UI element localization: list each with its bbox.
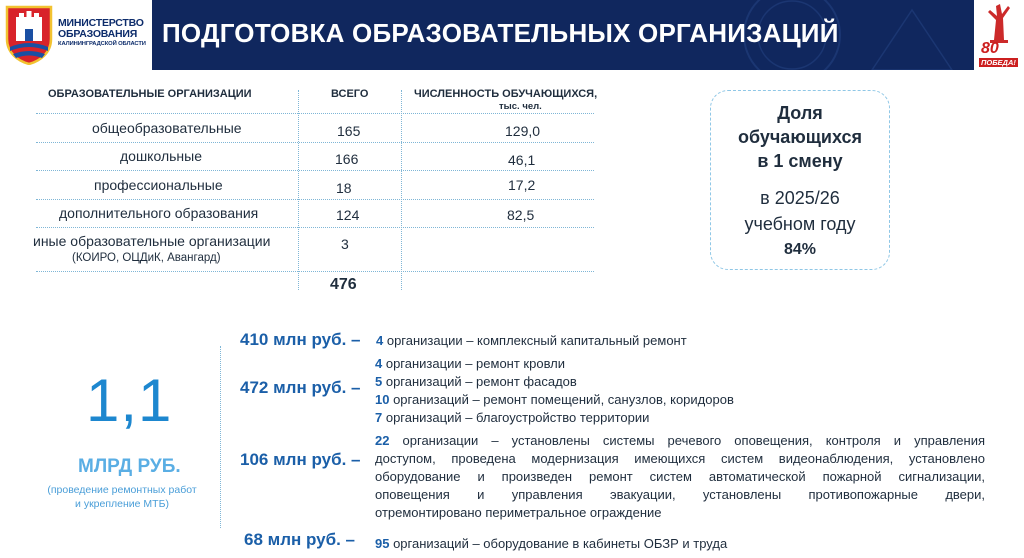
row-divider [36,170,594,171]
table-row-name: иные образовательные организации [33,233,271,249]
monument-icon [974,0,1024,44]
victory-number: 80 [981,40,999,57]
table-row-name: дошкольные [120,148,202,164]
victory-word: ПОБЕДА! [981,58,1016,67]
share-card-title-line: в 1 смену [757,151,843,171]
funding-item-text: организаций – благоустройство территории [382,410,650,425]
funding-paragraph-line: оповещения и управления эвакуации, установлены противопожарные двери, [375,487,985,502]
share-card-title [711,101,889,173]
funding-item-text: организации – ремонт кровли [382,356,566,371]
funding-item [375,536,727,551]
share-card-period-line: в 2025/26 [760,188,840,208]
funding-item [375,374,577,389]
table-row-count: 129,0 [505,123,541,139]
funding-item-count: 4 [375,356,383,371]
ministry-line-3: КАЛИНИНГРАДСКОЙ ОБЛАСТИ [58,41,146,47]
page-title: ПОДГОТОВКА ОБРАЗОВАТЕЛЬНЫХ ОРГАНИЗАЦИЙ [162,18,839,48]
table-row-count: 46,1 [508,152,536,168]
table-row-total: 165 [337,123,361,139]
col-header-org: ОБРАЗОВАТЕЛЬНЫЕ ОРГАНИЗАЦИИ [48,88,252,100]
share-card-period [711,185,889,237]
share-card-percent: 84% [783,241,817,258]
table-divider [401,90,402,290]
funding-total: 1,1 [86,367,173,434]
table-row-count: 17,2 [508,177,536,193]
table-row-total: 18 [336,180,352,196]
table-row-sub: (КОИРО, ОЦДиК, Авангард) [72,252,221,264]
funding-item-text: организаций – оборудование в кабинеты ОБЗР и труда [389,536,728,551]
coat-of-arms-icon [4,3,54,65]
funding-item-count: 95 [375,536,390,551]
funding-item [375,410,649,425]
table-row-name: профессиональные [94,177,223,193]
share-card-title-line: Доля [777,103,823,123]
funding-amount: 472 млн руб. – [240,378,361,397]
share-card [710,90,890,270]
col-header-unit: тыс. чел. [499,101,542,112]
funding-paragraph [375,432,985,522]
row-divider [36,227,594,228]
share-card-title-line: обучающихся [737,127,863,147]
funding-divider [220,346,221,528]
share-card-period-line: учебном году [744,214,856,234]
table-row-name: дополнительного образования [59,205,259,221]
funding-amount: 68 млн руб. – [244,530,356,549]
ministry-line-1: МИНИСТЕРСТВО [58,17,144,29]
header [0,0,1024,70]
funding-item-text: организаций – ремонт фасадов [382,374,577,389]
funding-item [375,392,734,407]
funding-paragraph-line: доступом, проведена модернизация имеющихся систем видеонаблюдения, установлено [375,451,985,466]
ministry-name [58,18,154,48]
ministry-line-2: ОБРАЗОВАНИЯ [58,28,138,40]
title-bar [152,0,974,70]
funding-item-count: 4 [376,333,384,348]
funding-note [36,483,208,511]
funding-paragraph-line: отремонтировано периметральное ограждение [375,505,662,520]
funding-item-count: 22 [375,433,390,448]
funding-item-text: организации – комплексный капитальный ремонт [383,333,687,348]
funding-item [375,356,565,371]
table-row-total: 3 [341,236,349,252]
col-header-count: ЧИСЛЕННОСТЬ ОБУЧАЮЩИХСЯ, [414,88,598,100]
table-row-total: 166 [335,151,359,167]
funding-item [376,333,687,348]
funding-item-count: 10 [375,392,390,407]
ministry-logo-block [0,0,152,70]
funding-amount: 410 млн руб. – [240,330,361,349]
col-header-total: ВСЕГО [331,88,369,100]
table-row-count: 82,5 [507,207,535,223]
funding-item-text: организаций – ремонт помещений, санузлов, коридоров [389,392,734,407]
funding-amount: 106 млн руб. – [240,450,361,469]
funding-item-count: 7 [375,410,383,425]
funding-item-count: 5 [375,374,383,389]
victory-badge [974,0,1024,70]
table-row-name: общеобразовательные [92,120,242,136]
funding-unit: МЛРД РУБ. [78,456,181,477]
table-divider [298,90,299,290]
row-divider [36,113,594,114]
row-divider [36,199,594,200]
funding-paragraph-line [375,432,985,450]
table-grand-total: 476 [330,276,357,293]
funding-note-line: и укрепление МТБ) [75,498,169,510]
row-divider [36,142,594,143]
funding-paragraph-text: организации – установлены системы речевого оповещения, контроля и управления [389,433,985,448]
funding-paragraph-line: оборудование и произведен ремонт систем автоматической пожарной сигнализации, [375,469,985,484]
row-divider [36,271,594,272]
funding-note-line: (проведение ремонтных работ [47,484,197,496]
table-row-total: 124 [336,207,360,223]
